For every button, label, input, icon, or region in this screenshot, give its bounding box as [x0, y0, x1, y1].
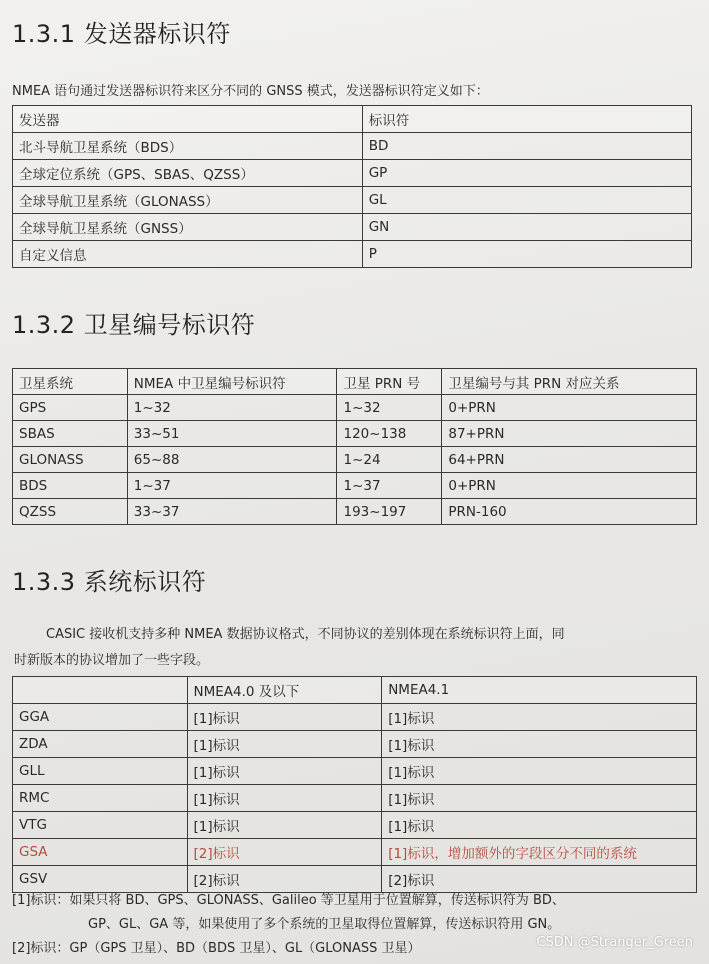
table-cell: 120~138 — [337, 421, 442, 447]
table-cell: GLONASS — [13, 447, 128, 473]
table-row — [13, 395, 697, 421]
table-header-row — [13, 369, 697, 395]
table-cell: 全球导航卫星系统（GNSS） — [13, 214, 363, 241]
header-cell: NMEA4.0 及以下 — [187, 677, 382, 704]
table-cell: PRN-160 — [442, 499, 697, 525]
section-1-3-3-para-line2: 时新版本的协议增加了一些字段。 — [14, 653, 210, 668]
table-row — [13, 133, 692, 160]
section-1-3-2-title: 1.3.2 卫星编号标识符 — [12, 311, 256, 339]
footnote-1-line1: [1]标识：如果只将 BD、GPS、GLONASS、Galileo 等卫星用于位置解算，传送标识符为 BD、 — [12, 893, 565, 908]
table-cell: 1~37 — [337, 473, 442, 499]
table-cell: [1]标识 — [187, 731, 382, 758]
header-cell: NMEA4.1 — [382, 677, 697, 704]
table-row — [13, 447, 697, 473]
header-cell: 卫星系统 — [13, 369, 128, 395]
sender-id-table — [12, 105, 692, 268]
table-cell: [1]标识 — [382, 731, 697, 758]
table-cell: [2]标识 — [382, 866, 697, 893]
table-cell: 1~37 — [127, 473, 337, 499]
table-cell: 0+PRN — [442, 473, 697, 499]
footnote-2: [2]标识：GP（GPS 卫星）、BD（BDS 卫星）、GL（GLONASS 卫星） — [12, 941, 421, 956]
table-cell: 1~32 — [337, 395, 442, 421]
table-cell: GLL — [13, 758, 188, 785]
table-cell: ZDA — [13, 731, 188, 758]
table-cell: [2]标识 — [187, 866, 382, 893]
table-row — [13, 241, 692, 268]
table-cell: [1]标识 — [187, 704, 382, 731]
table-cell: GSA — [13, 839, 188, 866]
table-row — [13, 812, 697, 839]
table-cell: 自定义信息 — [13, 241, 363, 268]
table-cell: 1~32 — [127, 395, 337, 421]
table-cell: 33~37 — [127, 499, 337, 525]
table-row — [13, 421, 697, 447]
table-cell: [1]标识 — [382, 758, 697, 785]
table-row — [13, 499, 697, 525]
watermark: CSDN @Stranger_Green — [536, 935, 693, 950]
table-cell: 87+PRN — [442, 421, 697, 447]
table-cell: [1]标识，增加额外的字段区分不同的系统 — [382, 839, 697, 866]
table-cell: GN — [362, 214, 691, 241]
table-cell: P — [362, 241, 691, 268]
table-header-row — [13, 106, 692, 133]
table-cell: RMC — [13, 785, 188, 812]
table-cell: GPS — [13, 395, 128, 421]
section-1-3-3-para-line1: CASIC 接收机支持多种 NMEA 数据协议格式，不同协议的差别体现在系统标识符上面，同 — [46, 627, 565, 642]
table-cell: [1]标识 — [382, 812, 697, 839]
table-cell: 65~88 — [127, 447, 337, 473]
table-cell: GL — [362, 187, 691, 214]
table-cell: BDS — [13, 473, 128, 499]
table-cell: GGA — [13, 704, 188, 731]
table-header-row — [13, 677, 697, 704]
table-cell: [1]标识 — [382, 785, 697, 812]
table-cell: GP — [362, 160, 691, 187]
table-cell: 33~51 — [127, 421, 337, 447]
section-1-3-1-intro: NMEA 语句通过发送器标识符来区分不同的 GNSS 模式，发送器标识符定义如下： — [12, 84, 489, 99]
header-cell: 卫星编号与其 PRN 对应关系 — [442, 369, 697, 395]
system-id-table — [12, 676, 697, 893]
table-cell: GSV — [13, 866, 188, 893]
table-cell: 全球定位系统（GPS、SBAS、QZSS） — [13, 160, 363, 187]
table-cell: 全球导航卫星系统（GLONASS） — [13, 187, 363, 214]
section-1-3-1-title: 1.3.1 发送器标识符 — [12, 20, 231, 48]
table-row — [13, 187, 692, 214]
header-cell — [13, 677, 188, 704]
table-cell: [1]标识 — [382, 704, 697, 731]
table-cell: 0+PRN — [442, 395, 697, 421]
table-cell: [1]标识 — [187, 758, 382, 785]
table-cell: [1]标识 — [187, 812, 382, 839]
header-cell: NMEA 中卫星编号标识符 — [127, 369, 337, 395]
table-cell: 193~197 — [337, 499, 442, 525]
table-row — [13, 473, 697, 499]
table-cell: QZSS — [13, 499, 128, 525]
table-cell: 北斗导航卫星系统（BDS） — [13, 133, 363, 160]
section-1-3-3-title: 1.3.3 系统标识符 — [12, 568, 207, 596]
header-cell: 标识符 — [362, 106, 691, 133]
header-cell: 卫星 PRN 号 — [337, 369, 442, 395]
table-row — [13, 214, 692, 241]
table-cell: 1~24 — [337, 447, 442, 473]
footnote-1-line2: GP、GL、GA 等，如果使用了多个系统的卫星取得位置解算，传送标识符用 GN。 — [88, 917, 561, 932]
satellite-id-table — [12, 368, 697, 525]
table-cell: 64+PRN — [442, 447, 697, 473]
header-cell: 发送器 — [13, 106, 363, 133]
table-cell: VTG — [13, 812, 188, 839]
table-row — [13, 704, 697, 731]
table-cell: [2]标识 — [187, 839, 382, 866]
table-row — [13, 758, 697, 785]
table-row-highlighted — [13, 839, 697, 866]
table-cell: SBAS — [13, 421, 128, 447]
table-row — [13, 731, 697, 758]
table-row — [13, 160, 692, 187]
table-cell: BD — [362, 133, 691, 160]
table-row — [13, 785, 697, 812]
table-cell: [1]标识 — [187, 785, 382, 812]
